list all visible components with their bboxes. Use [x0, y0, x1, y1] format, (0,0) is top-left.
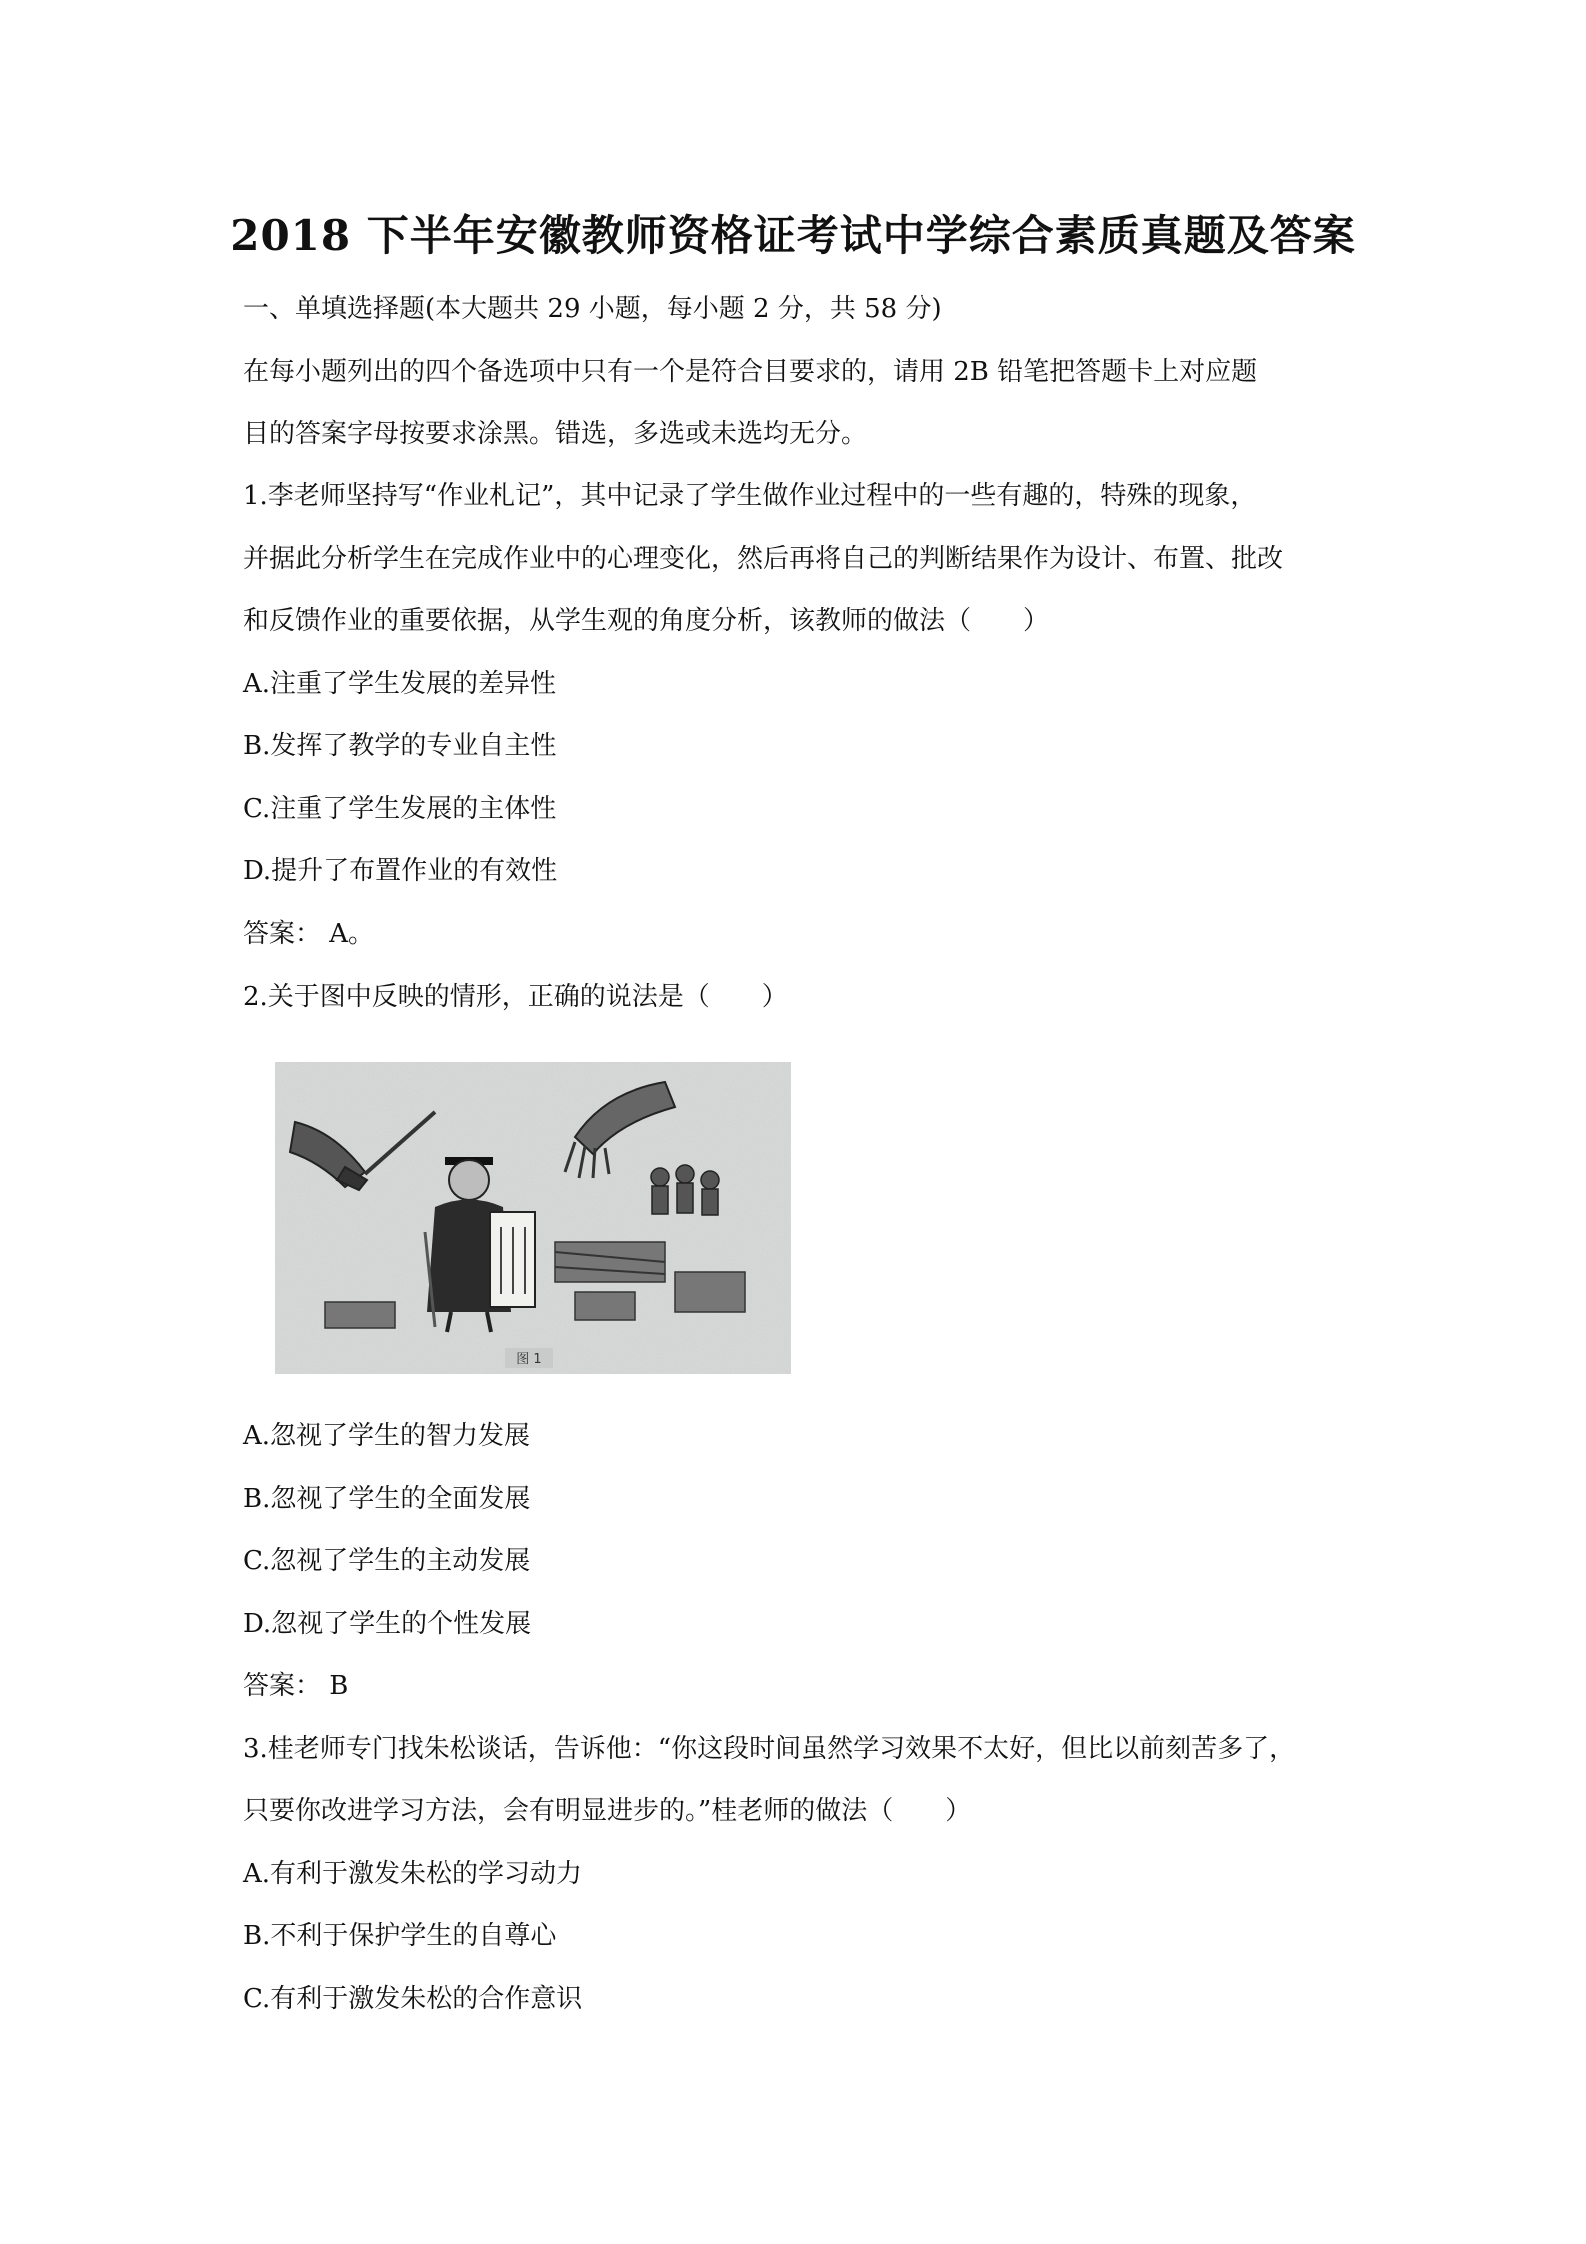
question-3-stem: 3.桂老师专门找朱松谈话，告诉他：“你这段时间虽然学习效果不太好，但比以前刻苦多了，	[243, 1734, 1296, 1764]
question-1-answer: 答案： A。	[243, 919, 375, 949]
question-1-option-a: A.注重了学生发展的差异性	[243, 669, 557, 699]
question-1-option-b: B.发挥了教学的专业自主性	[243, 731, 557, 761]
question-2-stem: 2.关于图中反映的情形，正确的说法是（ ）	[243, 982, 788, 1012]
document-title: 2018 下半年安徽教师资格证考试中学综合素质真题及答案	[230, 211, 1356, 260]
question-2-option-b: B.忽视了学生的全面发展	[243, 1484, 531, 1514]
section-heading: 一、单填选择题(本大题共 29 小题，每小题 2 分，共 58 分)	[243, 294, 942, 324]
figure-caption: 图 1	[516, 1352, 542, 1367]
question-1-stem: 1.李老师坚持写“作业札记”，其中记录了学生做作业过程中的一些有趣的，特殊的现象，	[243, 481, 1257, 511]
question-1-option-d: D.提升了布置作业的有效性	[243, 856, 558, 886]
question-2-option-d: D.忽视了学生的个性发展	[243, 1609, 532, 1639]
question-1-stem: 并据此分析学生在完成作业中的心理变化，然后再将自己的判断结果作为设计、布置、批改	[243, 544, 1284, 574]
question-3-stem: 只要你改进学习方法，会有明显进步的。”桂老师的做法（ ）	[243, 1796, 972, 1826]
question-2-answer: 答案： B	[243, 1671, 349, 1701]
instruction-line: 在每小题列出的四个备选项中只有一个是符合目要求的，请用 2B 铅笔把答题卡上对应题	[243, 357, 1258, 387]
question-1-stem: 和反馈作业的重要依据，从学生观的角度分析，该教师的做法（ ）	[243, 606, 1050, 636]
question-3-option-a: A.有利于激发朱松的学习动力	[243, 1859, 583, 1889]
question-3-option-c: C.有利于激发朱松的合作意识	[243, 1984, 583, 2014]
question-2-option-a: A.忽视了学生的智力发展	[243, 1421, 531, 1451]
question-2-option-c: C.忽视了学生的主动发展	[243, 1546, 531, 1576]
cartoon-illustration	[275, 1062, 791, 1374]
question-1-option-c: C.注重了学生发展的主体性	[243, 794, 557, 824]
question-3-option-b: B.不利于保护学生的自尊心	[243, 1921, 557, 1951]
instruction-line: 目的答案字母按要求涂黑。错选，多选或未选均无分。	[243, 419, 868, 449]
